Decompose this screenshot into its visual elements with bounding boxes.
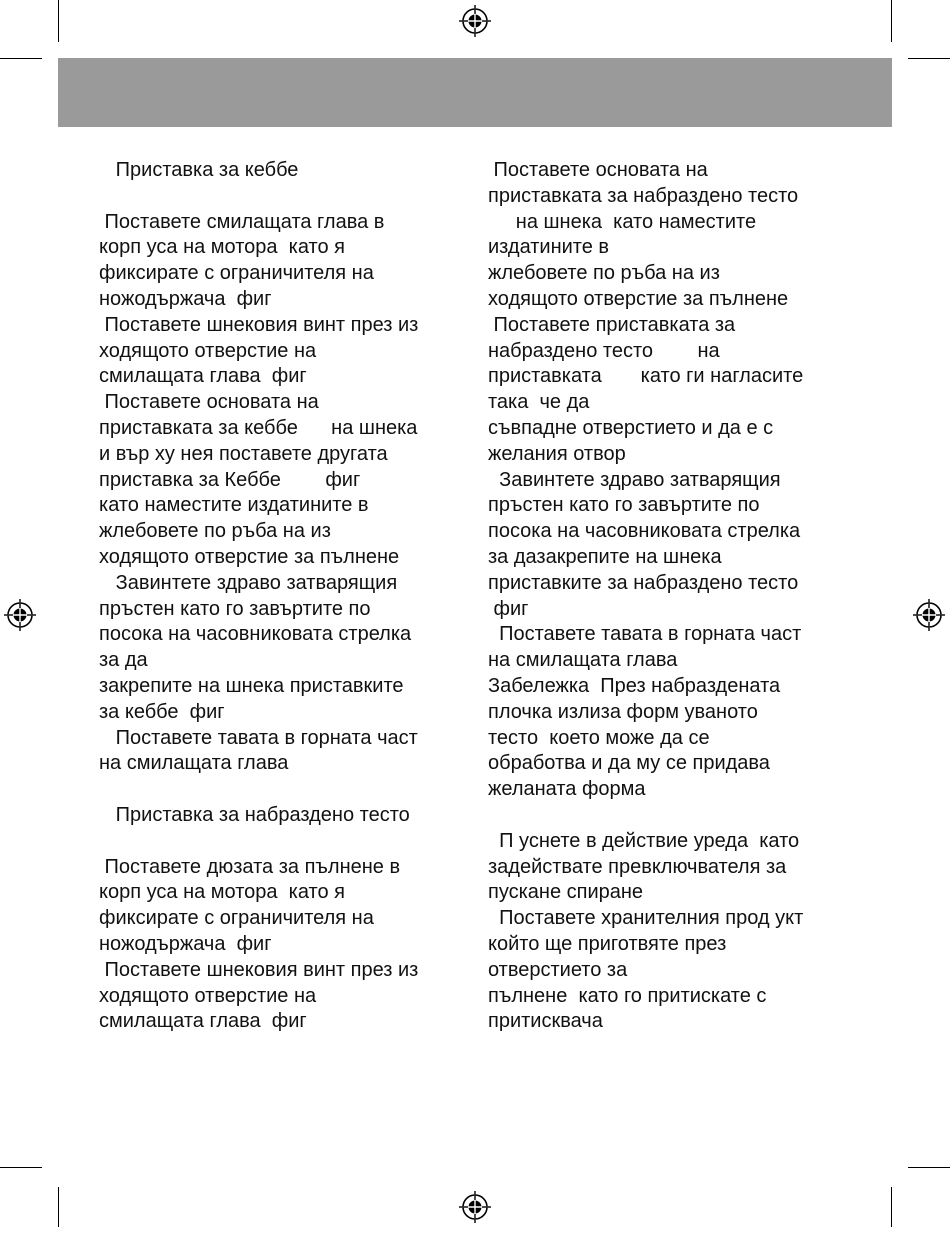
text-line: Поставете тавата в горната част <box>488 623 802 646</box>
text-line: и вър ху нея поставете другата <box>99 442 388 465</box>
text-line: Поставете шнековия винт през из <box>99 958 419 981</box>
text-line: посока на часовниковата стрелка <box>99 623 412 646</box>
text-line: набраздено тесто на <box>488 339 720 362</box>
text-line: Поставете хранителния прод укт <box>488 907 804 930</box>
text-line: Приставка за набраздено тесто <box>99 803 410 826</box>
text-line: ходящото отверстие на <box>99 984 317 1007</box>
text-line: Приставка за кеббе <box>99 159 299 181</box>
text-line: Поставете основата на <box>99 391 319 414</box>
text-line: ножодържача фиг <box>99 932 272 955</box>
text-line: Завинтете здраво затварящия <box>99 571 398 594</box>
text-line: Поставете смилащата глава в <box>99 210 385 233</box>
text-line: отверстието за <box>488 958 628 981</box>
text-line: приставките за набраздено тесто <box>488 571 799 594</box>
text-line <box>99 829 464 855</box>
crop-mark <box>891 0 892 42</box>
text-line: Забележка През набраздената <box>488 674 781 697</box>
text-line: Поставете дюзата за пълнене в <box>99 855 401 878</box>
text-line: Поставете шнековия винт през из <box>99 313 419 336</box>
text-line: ножодържача фиг <box>99 287 272 310</box>
text-line: ходящото отверстие на <box>99 339 317 362</box>
text-line: смилащата глава фиг <box>99 1010 307 1033</box>
text-line: корп уса на мотора като я <box>99 881 345 904</box>
left-column <box>99 158 464 1035</box>
text-line: фиксирате с ограничителя на <box>99 907 374 930</box>
text-line <box>488 803 853 829</box>
text-line: приставката за кеббе на шнека <box>99 416 418 439</box>
registration-mark-icon <box>3 598 37 632</box>
text-line: съвпадне отверстието и да е с <box>488 416 774 439</box>
text-line: пускане спиране <box>488 881 644 904</box>
text-line: приставката за набраздено тесто <box>488 184 799 207</box>
text-line: издатините в <box>488 236 610 259</box>
text-line: закрепите на шнека приставките <box>99 674 404 697</box>
text-line: приставка за Кеббе фиг <box>99 468 361 491</box>
crop-mark <box>0 1167 42 1168</box>
text-line: на смилащата глава <box>99 752 289 775</box>
text-line <box>99 184 464 210</box>
text-line: фиг <box>488 597 529 620</box>
text-line: П уснете в действие уреда като <box>488 829 800 852</box>
header-band <box>58 58 892 127</box>
registration-mark-icon <box>458 4 492 38</box>
text-line: обработва и да му се придава <box>488 752 770 775</box>
text-line: пръстен като го завъртите по <box>99 597 371 620</box>
text-line: пръстен като го завъртите по <box>488 494 760 517</box>
crop-mark <box>908 1167 950 1168</box>
text-line: ходящото отверстие за пълнене <box>99 545 400 568</box>
text-line: желаната форма <box>488 778 646 801</box>
text-line: жлебовете по ръба на из <box>488 262 720 285</box>
text-line: смилащата глава фиг <box>99 365 307 388</box>
crop-mark <box>0 58 42 59</box>
text-line: на шнека като наместите <box>488 210 757 233</box>
crop-mark <box>908 58 950 59</box>
crop-mark <box>58 1187 59 1227</box>
text-line: Поставете тавата в горната част <box>99 726 418 749</box>
registration-mark-icon <box>912 598 946 632</box>
text-line: Завинтете здраво затварящия <box>488 468 781 491</box>
text-line: пълнене като го притискате с <box>488 984 767 1007</box>
crop-mark <box>58 0 59 42</box>
text-line: Поставете приставката за <box>488 313 736 336</box>
text-line: приставката като ги нагласите <box>488 365 804 388</box>
text-line: жлебовете по ръба на из <box>99 520 331 543</box>
text-line: притисквача <box>488 1010 603 1033</box>
text-line: за да <box>99 649 148 672</box>
crop-mark <box>891 1187 892 1227</box>
text-line: като наместите издатините в <box>99 494 369 517</box>
text-line: задействате превключвателя за <box>488 855 787 878</box>
text-line: който ще приготвяте през <box>488 932 727 955</box>
text-line: за дазакрепите на шнека <box>488 545 722 568</box>
registration-mark-icon <box>458 1190 492 1224</box>
text-line: ходящото отверстие за пълнене <box>488 287 789 310</box>
text-line: тесто което може да се <box>488 726 710 749</box>
text-line: плочка излиза форм уваното <box>488 700 758 723</box>
text-line: корп уса на мотора като я <box>99 236 345 259</box>
text-line: фиксирате с ограничителя на <box>99 262 374 285</box>
text-line: за кеббе фиг <box>99 700 225 723</box>
text-line <box>99 777 464 803</box>
text-line: така че да <box>488 391 590 414</box>
text-line: Поставете основата на <box>488 159 708 181</box>
text-line: желания отвор <box>488 442 626 465</box>
text-line: на смилащата глава <box>488 649 678 672</box>
right-column <box>488 158 853 1035</box>
text-line: посока на часовниковата стрелка <box>488 520 801 543</box>
